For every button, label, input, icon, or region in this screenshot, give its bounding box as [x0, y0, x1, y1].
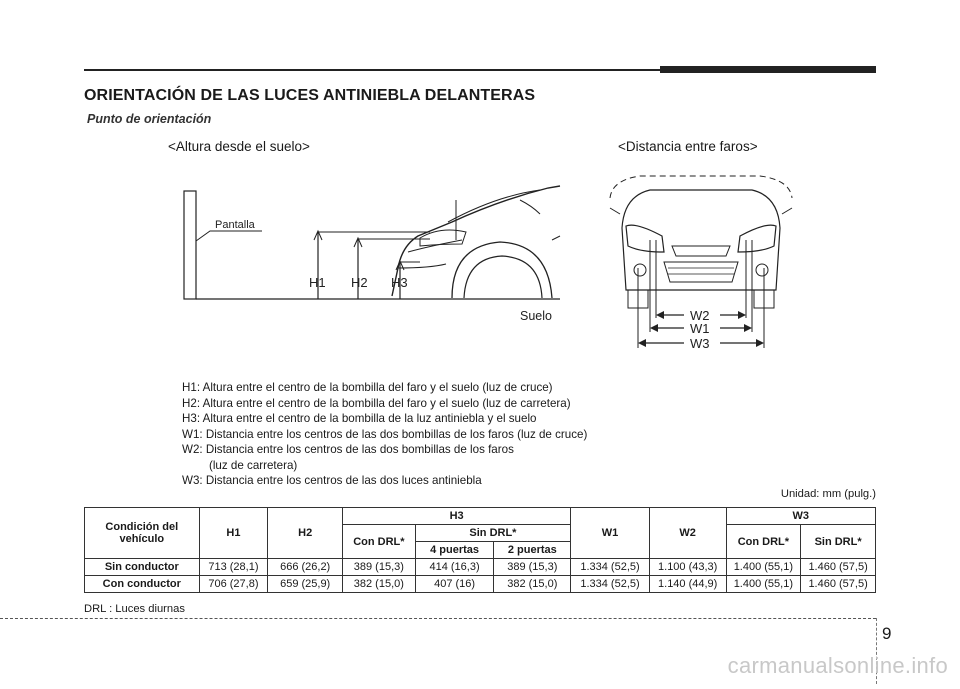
page-title: ORIENTACIÓN DE LAS LUCES ANTINIEBLA DELANTERAS: [84, 87, 536, 104]
width-diagram-caption: <Distancia entre faros>: [618, 139, 758, 154]
page-number: 9: [882, 624, 892, 643]
right-headlamp: [738, 225, 776, 252]
right-fog-lamp: [756, 264, 768, 276]
table-cell: 1.140 (44,9): [649, 576, 726, 593]
row-header: Con conductor: [85, 576, 200, 593]
w3-label: W3: [690, 336, 710, 351]
table-cell: 706 (27,8): [199, 576, 268, 593]
table-cell: 666 (26,2): [268, 559, 343, 576]
table-cell: 1.460 (57,5): [801, 576, 876, 593]
car-hood-outline: [622, 190, 780, 228]
wheel-arch: [452, 242, 552, 298]
left-fog-lamp: [634, 264, 646, 276]
table-row-sin-conductor: [85, 559, 876, 576]
legend-item-w2: W2: Distancia entre los centros de las dos bombillas de los faros: [182, 443, 514, 456]
legend-item-w1: W1: Distancia entre los centros de las dos bombillas de los faros (luz de cruce): [182, 427, 588, 441]
legend-item-w3: W3: Distancia entre los centros de las dos luces antiniebla: [182, 474, 482, 487]
table-cell: 382 (15,0): [343, 576, 416, 593]
screen-label: Pantalla: [215, 219, 255, 231]
table-cell: 389 (15,3): [494, 559, 571, 576]
watermark-text: carmanualsonline.info: [727, 653, 948, 678]
screen-leader-line: [196, 231, 262, 241]
footer-rule: [0, 618, 876, 619]
h1-label: H1: [309, 275, 326, 290]
w1-label: W1: [690, 321, 710, 336]
fog-lamp-aiming-table: [84, 507, 876, 593]
ground-label: Suelo: [520, 309, 552, 323]
left-headlamp: [626, 225, 664, 252]
table-cell: 1.334 (52,5): [571, 559, 650, 576]
section-subtitle: Punto de orientación: [87, 112, 212, 126]
col-header-w3: W3: [726, 508, 875, 525]
col-header-w1: W1: [571, 508, 650, 559]
table-cell: 382 (15,0): [494, 576, 571, 593]
h2-label: H2: [351, 275, 368, 290]
col-header-h1: H1: [199, 508, 268, 559]
dimension-legend: [182, 380, 587, 489]
front-wheel: [464, 256, 542, 298]
table-cell: 389 (15,3): [343, 559, 416, 576]
col-header-h3-sin-drl: Sin DRL*: [415, 525, 570, 542]
legend-item-h2: H2: Altura entre el centro de la bombilla del faro y el suelo (luz de carretera): [182, 396, 571, 410]
legend-item-h1: H1: Altura entre el centro de la bombilla del faro y el suelo (luz de cruce): [182, 381, 553, 394]
unit-note: Unidad: mm (pulg.): [780, 488, 876, 500]
h3-label: H3: [391, 275, 408, 290]
w2-label: W2: [690, 308, 710, 323]
table-cell: 1.400 (55,1): [726, 576, 801, 593]
row-header: Sin conductor: [85, 559, 200, 576]
table-cell: 659 (25,9): [268, 576, 343, 593]
table-cell: 1.460 (57,5): [801, 559, 876, 576]
col-header-w3-con-drl: Con DRL*: [726, 525, 801, 559]
col-header-h3-con-drl: Con DRL*: [343, 525, 416, 559]
table-cell: 1.400 (55,1): [726, 559, 801, 576]
table-cell: 1.334 (52,5): [571, 576, 650, 593]
footnote: DRL : Luces diurnas: [84, 603, 185, 615]
col-header-h2: H2: [268, 508, 343, 559]
col-header-h3: H3: [343, 508, 571, 525]
table-cell: 713 (28,1): [199, 559, 268, 576]
table-cell: 407 (16): [415, 576, 494, 593]
lower-grille: [664, 262, 738, 282]
height-diagram-caption: <Altura desde el suelo>: [168, 139, 310, 154]
upper-grille: [672, 246, 730, 256]
col-header-w2: W2: [649, 508, 726, 559]
side-view-illustration: [184, 186, 560, 299]
col-header-4-puertas: 4 puertas: [415, 542, 494, 559]
table-cell: 1.100 (43,3): [649, 559, 726, 576]
col-header-2-puertas: 2 puertas: [494, 542, 571, 559]
table-cell: 414 (16,3): [415, 559, 494, 576]
col-header-condition: Condición del vehículo: [85, 508, 200, 559]
aiming-screen: [184, 191, 196, 299]
table-row-con-conductor: [85, 576, 876, 593]
legend-item-h3: H3: Altura entre el centro de la bombilla de la luz antiniebla y el suelo: [182, 412, 537, 425]
col-header-w3-sin-drl: Sin DRL*: [801, 525, 876, 559]
car-front-body: [622, 228, 780, 290]
car-front-outline: [392, 186, 560, 296]
legend-item-w2-continued: (luz de carretera): [209, 458, 298, 472]
